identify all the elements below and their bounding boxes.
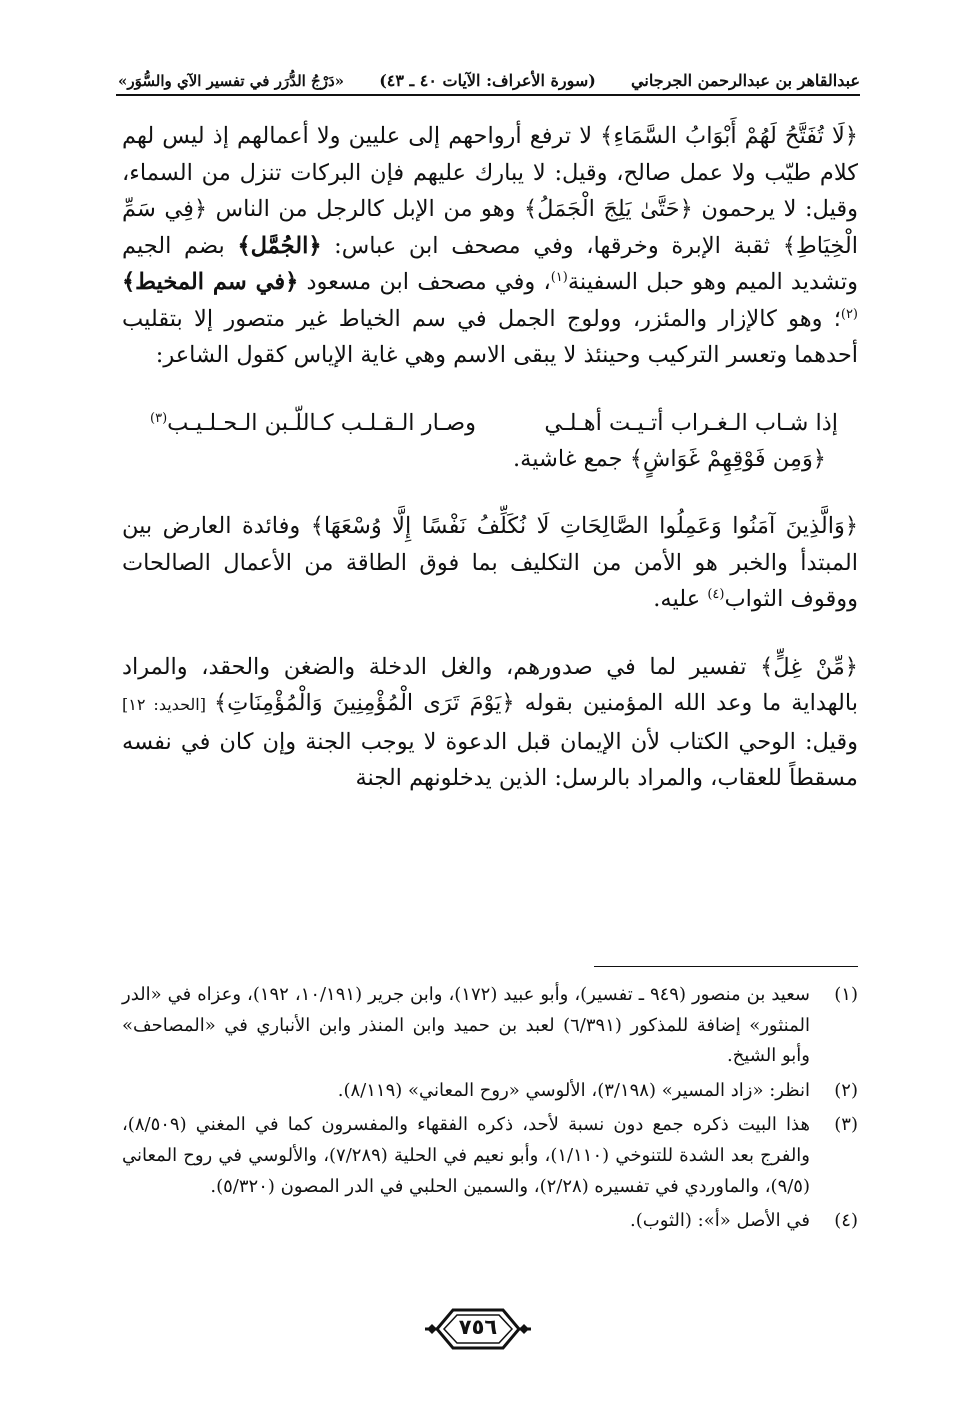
paragraph-text: وقيل: الوحي الكتاب لأن الإيمان قبل الدعوة لا يوجب الجنة وإن كان في نفسه مسقطاً للعقاب، والمراد بالرسل: الذين يدخلونهم الجنة [122, 728, 858, 791]
quran-quote: ﴿وَالَّذِينَ آمَنُوا وَعَمِلُوا الصَّالِحَاتِ لَا نُكَلِّفُ نَفْسًا إِلَّا وُسْعَهَا﴾ [310, 513, 859, 539]
reading-variant: ﴿الجُمَّل﴾ [237, 232, 322, 259]
quran-quote: ﴿مِّنْ غِلٍّ﴾ [760, 653, 858, 680]
verse-second-hemistich: وصـار الـقـلـب كـاللّـبن الـحـلـيـب$^{(٣)}$ [150, 409, 476, 436]
quran-quote: ﴿يَوْمَ تَرَى الْمُؤْمِنِينَ وَالْمُؤْمِنَاتِ﴾ [213, 690, 515, 716]
footnote-ref[interactable]: (٤) [707, 587, 725, 602]
footnote-text: هذا البيت ذكره جمع دون نسبة لأحد، ذكره الفقهاء والمفسرون كما في المغني (٨/٥٠٩)، والفرج بعد الشدة للتنوخي (١/١١٠)، وأبو نعيم في الحلية (٧/٢٨٩)، والألوسي في روح المعاني (٩/٥)، والماوردي في تفسيره (٢/٢٨)، والسمين الحلبي في الدر المصون (٥/٣٢٠). [122, 1114, 810, 1197]
footnote-number: (٤) [834, 1210, 858, 1232]
poetry-verse [122, 405, 858, 441]
paragraph-text: بضم الجيم وتشديد الميم وهو حبل السفينة [122, 232, 859, 295]
paragraph-text: وهو من الإبل كالرجل من الناس [207, 196, 524, 222]
page-number: ٧٥٦ [458, 1315, 498, 1339]
quran-reference: [الحديد: ١٢] [122, 695, 214, 714]
footnote-text: في الأصل «أ»: (الثوب). [630, 1210, 810, 1232]
header-author: عبدالقاهر بن عبدالرحمن الجرجاني [631, 71, 860, 90]
paragraph-text: تفسير لما في صدورهم، والغل الدخلة والضغن والحقد، والمراد بالهداية ما وعد الله المؤمنين بقوله [122, 653, 858, 716]
footnote-4 [122, 1206, 858, 1237]
paragraph-3 [122, 508, 858, 618]
footnote-number: (٢) [834, 1079, 858, 1101]
footnote-text: سعيد بن منصور (٩٤٩ ـ تفسير)، وأبو عبيد (١٧٢)، وابن جرير (١٠/١٩١، ١٩٢)، وعزاه في «الدر المنثور» إضافة للمذكور (٦/٣٩١) لعبد بن حميد وابن المنذر وابن الأنباري في «المصاحف» وأبو الشيخ. [122, 984, 810, 1067]
paragraph-2 [122, 441, 858, 478]
footnotes [122, 980, 858, 1241]
footnote-text: انظر: «زاد المسير» (٣/١٩٨)، الألوسي «روح المعاني» (٨/١١٩). [337, 1079, 810, 1101]
paragraph-text: وفائدة العارض بين المبتدأ والخبر هو الأمن من التكليف بما فوق الطاقة من الأعمال الصالحات ووقوف الثواب [122, 513, 858, 612]
header-book-title: «دَرْجُ الدُّرَر في تفسير الآي والسُّوَر» [118, 72, 345, 90]
footnote-number: (١) [834, 984, 858, 1005]
paragraph-1 [122, 118, 858, 374]
spacer [122, 618, 858, 649]
footnote-ref[interactable]: (٢) [840, 306, 858, 322]
header-surah: (سورة الأعراف: الآيات ٤٠ ـ ٤٣) [379, 71, 596, 90]
quran-quote: ﴿فِي سَمِّ الْخِيَاطِ﴾ [122, 196, 858, 259]
footnote-separator [594, 966, 858, 967]
page-number-ornament [423, 1304, 533, 1354]
paragraph-text: ؛ وهو كالإزار والمئزر، وولوج الجمل في سم الخياط غير متصور إلا بتقليب أحدهما وتعسر التركيب وحينئذ لا يبقى الاسم وهي غاية الإياس كقول الشاعر: [122, 305, 858, 368]
quran-quote: ﴿لَا تُفَتَّحُ لَهُمْ أَبْوَابُ السَّمَاءِ﴾ [600, 123, 858, 149]
footnote-1 [122, 980, 858, 1072]
paragraph-4 [122, 649, 858, 797]
spacer [122, 374, 858, 405]
quran-quote: ﴿حَتَّىٰ يَلِجَ الْجَمَلُ﴾ [523, 196, 693, 222]
paragraph-text: لا ترفع أرواحهم إلى عليين ولا أعمالهم إذ ليس لهم كلام طيّب ولا عمل صالح، وقيل: لا يبارك عليهم فإن البركات تنزل من السماء، وقيل: لا يرحمون [122, 123, 859, 222]
verse-first-hemistich: إذا شـاب الـغـراب أتـيـت أهـلـي [544, 409, 838, 436]
quran-quote: ﴿وَمِن فَوْقِهِمْ غَوَاشٍ﴾ [629, 445, 826, 472]
footnote-ref[interactable]: (٣) [150, 410, 168, 426]
footnote-2 [122, 1076, 858, 1107]
footnote-ref[interactable]: (١) [550, 270, 568, 285]
main-text [122, 118, 858, 797]
footnote-3 [122, 1110, 858, 1202]
paragraph-text: جمع غاشية. [513, 445, 630, 472]
footnote-number: (٣) [834, 1114, 858, 1136]
paragraph-text: ثقبة الإبرة وخرقها، وفي مصحف ابن عباس: [321, 232, 783, 259]
running-header [118, 58, 860, 90]
header-rule [116, 94, 860, 96]
spacer [122, 477, 858, 508]
paragraph-text: عليه. [653, 586, 708, 612]
paragraph-text: ، وفي مصحف ابن مسعود [298, 269, 551, 295]
reading-variant: ﴿في سم المخيط﴾ [122, 269, 299, 295]
